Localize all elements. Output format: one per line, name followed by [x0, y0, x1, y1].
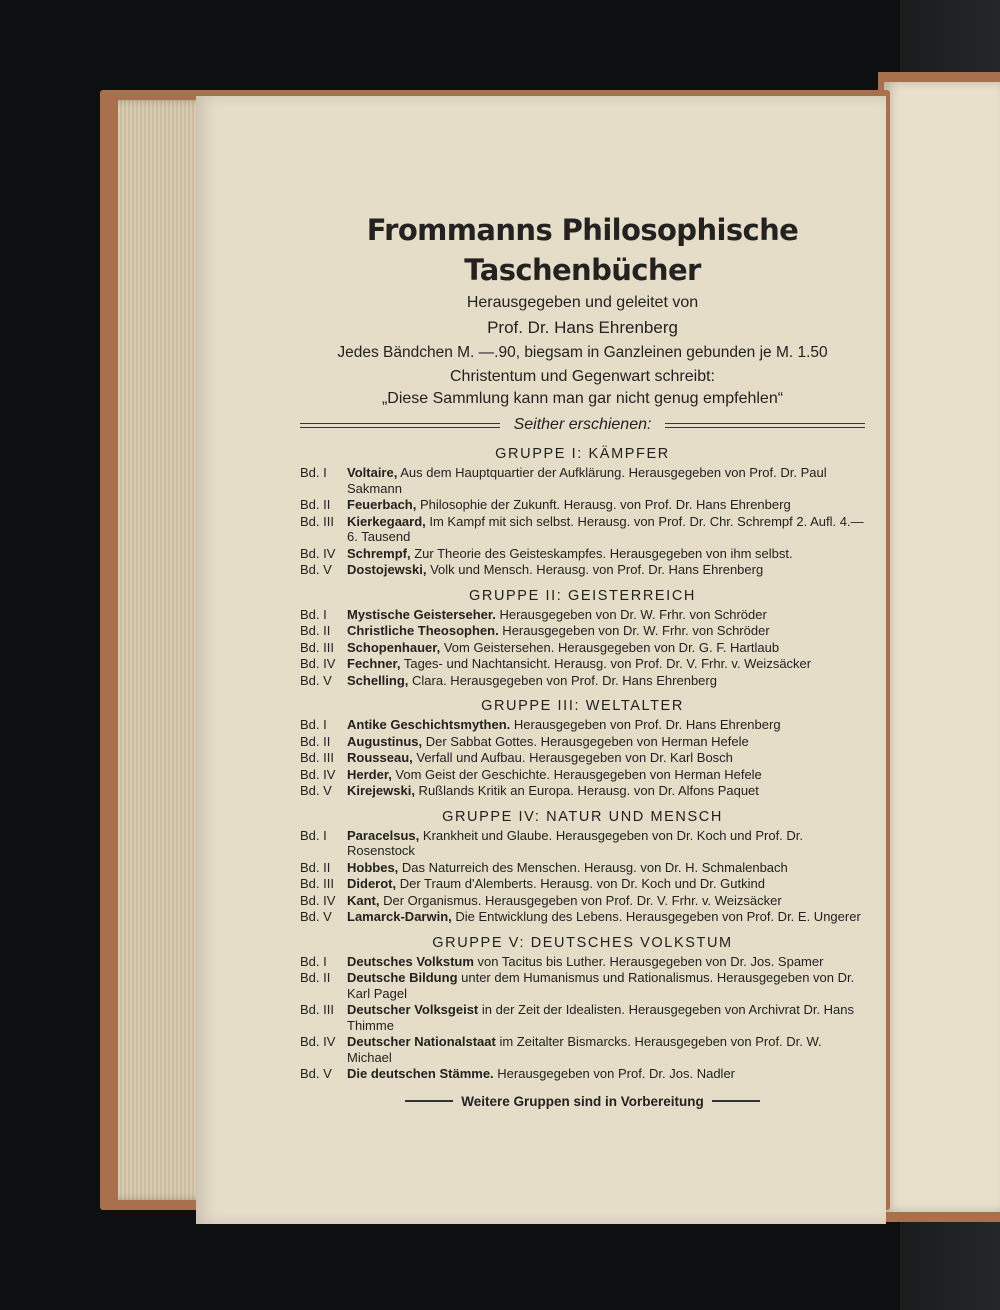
group-list — [300, 444, 865, 1082]
volume-entry — [300, 876, 865, 892]
volume-entry — [300, 673, 865, 689]
volume-title: Paracelsus, — [347, 827, 420, 843]
volume-entry — [300, 734, 865, 750]
volume-title: Fechner, — [347, 656, 401, 671]
volume-description: Herausgegeben von Prof. Dr. Jos. Nadler — [493, 1066, 736, 1081]
volume-title: Dostojewski, — [347, 562, 427, 577]
volume-description: von Tacitus bis Luther. Herausgegeben von Dr. Jos. Spamer — [473, 953, 824, 969]
divider-rule-left — [300, 423, 500, 428]
volume-number: Bd. IV — [300, 766, 336, 782]
volume-text — [347, 876, 865, 892]
volume-entry — [300, 1034, 865, 1065]
volume-title: Kant, — [347, 892, 380, 908]
volume-entry — [300, 828, 865, 859]
volume-description: Die Entwicklung des Lebens. Herausgegeben von Prof. Dr. E. Ungerer — [451, 909, 861, 924]
volume-number: Bd. II — [300, 970, 331, 985]
volume-number: Bd. V — [300, 1066, 332, 1081]
volume-text — [347, 893, 865, 909]
published-heading: Seither erschienen: — [513, 416, 652, 433]
group-title: GRUPPE III: WELTALTER — [481, 698, 684, 714]
volume-text — [347, 1066, 865, 1082]
advertisement-content — [300, 210, 865, 1109]
volume-description: Zur Theorie des Geisteskampfes. Herausgegeben von ihm selbst. — [410, 545, 793, 561]
volume-title: Christliche Theosophen. — [347, 623, 499, 638]
footer-rule-right — [712, 1100, 760, 1102]
volume-description: Der Sabbat Gottes. Herausgegeben von Herman Hefele — [422, 733, 749, 749]
volume-title: Lamarck-Darwin, — [347, 909, 452, 924]
volume-text — [347, 562, 865, 578]
volume-description: Clara. Herausgegeben von Prof. Dr. Hans Ehrenberg — [408, 672, 717, 688]
volume-entry — [300, 497, 865, 513]
volume-number: Bd. V — [300, 783, 332, 798]
volume-description: Der Organismus. Herausgegeben von Prof. Dr. V. Frhr. v. Weizsäcker — [379, 892, 782, 908]
editor-name — [300, 316, 865, 339]
volume-text — [347, 607, 865, 623]
volume-entry — [300, 562, 865, 578]
volume-title: Deutsche Bildung — [347, 970, 458, 985]
volume-text — [347, 514, 865, 545]
volume-number: Bd. I — [300, 953, 327, 969]
volume-description: Volk und Mensch. Herausg. von Prof. Dr. Hans Ehrenberg — [426, 562, 764, 577]
volume-title: Schelling, — [347, 672, 409, 688]
volume-description: in der Zeit der Idealisten. Herausgegeben von Archivrat Dr. Hans Thimme — [347, 1002, 855, 1033]
volume-number: Bd. III — [300, 639, 334, 655]
volume-text — [347, 717, 865, 733]
volume-number: Bd. II — [300, 859, 331, 875]
volume-text — [347, 546, 865, 562]
volume-text — [347, 954, 865, 970]
volume-description: im Zeitalter Bismarcks. Herausgegeben von Prof. Dr. W. Michael — [347, 1034, 822, 1065]
divider-rule-right — [665, 423, 865, 428]
next-book-page — [884, 82, 1000, 1212]
volume-description: Herausgegeben von Prof. Dr. Hans Ehrenberg — [510, 717, 781, 732]
volume-entry — [300, 465, 865, 496]
subtitle: Herausgegeben und geleitet von — [466, 294, 699, 311]
volume-entry — [300, 607, 865, 623]
volume-title: Hobbes, — [347, 859, 399, 875]
volume-text — [347, 909, 865, 925]
volume-entry — [300, 1002, 865, 1033]
group-title: GRUPPE I: KÄMPFER — [495, 446, 670, 462]
volume-entry — [300, 954, 865, 970]
published-divider — [300, 414, 865, 436]
series-title: Frommanns Philosophische Taschenbücher — [366, 213, 799, 287]
volume-number: Bd. IV — [300, 892, 336, 908]
volume-number: Bd. I — [300, 465, 327, 480]
page-edges — [118, 100, 208, 1200]
footer-rule-left — [405, 1100, 453, 1102]
volume-text — [347, 497, 865, 513]
volume-number: Bd. I — [300, 827, 327, 843]
group-title: GRUPPE IV: NATUR UND MENSCH — [442, 808, 723, 825]
volume-entry — [300, 909, 865, 925]
volume-text — [347, 673, 865, 689]
volume-title: Die deutschen Stämme. — [347, 1066, 494, 1081]
volume-text — [347, 623, 865, 639]
volume-text — [347, 1034, 865, 1065]
volume-title: Kierkegaard, — [347, 513, 426, 529]
quote: „Diese Sammlung kann man gar nicht genug empfehlen“ — [381, 390, 784, 407]
volume-description: Aus dem Hauptquartier der Aufklärung. Herausgegeben von Prof. Dr. Paul Sakmann — [347, 465, 827, 496]
editor-text: Prof. Dr. Hans Ehrenberg — [487, 318, 678, 337]
volume-description: Das Naturreich des Menschen. Herausg. von Dr. H. Schmalenbach — [398, 859, 788, 875]
volume-entry — [300, 640, 865, 656]
volume-entry — [300, 717, 865, 733]
volume-text — [347, 1002, 865, 1033]
quote-source: Christentum und Gegenwart schreibt: — [449, 368, 715, 385]
group-title: GRUPPE V: DEUTSCHES VOLKSTUM — [432, 934, 733, 951]
volume-entry — [300, 546, 865, 562]
footer-text: Weitere Gruppen sind in Vorbereitung — [461, 1093, 704, 1109]
volume-text — [347, 640, 865, 656]
footer-note — [300, 1094, 865, 1109]
volume-number: Bd. III — [300, 750, 334, 765]
volume-description: Der Traum d'Alemberts. Herausg. von Dr. Koch und Dr. Gutkind — [396, 876, 765, 891]
volume-description: Rußlands Kritik an Europa. Herausg. von Dr. Alfons Paquet — [414, 783, 759, 798]
volume-number: Bd. III — [300, 876, 334, 891]
volume-title: Antike Geschichtsmythen. — [347, 717, 511, 732]
volume-text — [347, 767, 865, 783]
volume-number: Bd. V — [300, 672, 332, 688]
volume-title: Augustinus, — [347, 733, 423, 749]
volume-text — [347, 656, 865, 672]
volume-number: Bd. II — [300, 623, 331, 638]
volume-description: Philosophie der Zukunft. Herausg. von Prof. Dr. Hans Ehrenberg — [416, 497, 791, 512]
volume-number: Bd. IV — [300, 656, 336, 671]
volume-description: unter dem Humanismus und Rationalismus. Herausgegeben von Dr. Karl Pagel — [347, 970, 855, 1001]
volume-title: Deutscher Volksgeist — [347, 1002, 479, 1017]
volume-description: Krankheit und Glaube. Herausgegeben von Dr. Koch und Prof. Dr. Rosenstock — [347, 827, 804, 858]
volume-title: Mystische Geisterseher. — [347, 606, 496, 622]
volume-title: Schopenhauer, — [347, 639, 441, 655]
volume-number: Bd. I — [300, 717, 327, 732]
volume-title: Diderot, — [347, 876, 397, 891]
volume-number: Bd. IV — [300, 545, 336, 561]
volume-title: Kirejewski, — [347, 783, 415, 798]
volume-number: Bd. III — [300, 513, 334, 529]
group-title: GRUPPE II: GEISTERREICH — [469, 587, 696, 604]
volume-text — [347, 465, 865, 496]
volume-entry — [300, 767, 865, 783]
volume-description: Herausgegeben von Dr. W. Frhr. von Schröder — [495, 606, 767, 622]
volume-number: Bd. III — [300, 1002, 334, 1017]
volume-title: Schrempf, — [347, 545, 411, 561]
volume-description: Verfall und Aufbau. Herausgegeben von Dr. Karl Bosch — [412, 750, 733, 765]
volume-number: Bd. II — [300, 497, 331, 512]
volume-number: Bd. V — [300, 562, 332, 577]
volume-title: Herder, — [347, 766, 392, 782]
price-line: Jedes Bändchen M. —.90, biegsam in Ganzleinen gebunden je M. 1.50 — [337, 344, 828, 361]
volume-number: Bd. V — [300, 909, 332, 924]
volume-description: Tages- und Nachtansicht. Herausg. von Prof. Dr. V. Frhr. v. Weizsäcker — [400, 656, 812, 671]
volume-entry — [300, 514, 865, 545]
volume-text — [347, 970, 865, 1001]
volume-entry — [300, 860, 865, 876]
volume-entry — [300, 783, 865, 799]
volume-entry — [300, 656, 865, 672]
volume-entry — [300, 893, 865, 909]
volume-number: Bd. IV — [300, 1034, 336, 1049]
volume-text — [347, 750, 865, 766]
volume-number: Bd. I — [300, 606, 327, 622]
volume-entry — [300, 623, 865, 639]
volume-description: Herausgegeben von Dr. W. Frhr. von Schröder — [498, 623, 770, 638]
volume-text — [347, 734, 865, 750]
volume-entry — [300, 970, 865, 1001]
volume-text — [347, 860, 865, 876]
volume-title: Feuerbach, — [347, 497, 417, 512]
volume-number: Bd. II — [300, 733, 331, 749]
volume-text — [347, 783, 865, 799]
volume-text — [347, 828, 865, 859]
volume-entry — [300, 750, 865, 766]
volume-title: Voltaire, — [347, 465, 398, 480]
volume-title: Rousseau, — [347, 750, 413, 765]
volume-entry — [300, 1066, 865, 1082]
volume-description: Vom Geist der Geschichte. Herausgegeben von Herman Hefele — [391, 766, 762, 782]
volume-title: Deutsches Volkstum — [347, 953, 474, 969]
volume-description: Vom Geistersehen. Herausgegeben von Dr. G. F. Hartlaub — [440, 639, 780, 655]
volume-title: Deutscher Nationalstaat — [347, 1034, 496, 1049]
volume-description: Im Kampf mit sich selbst. Herausg. von Prof. Dr. Chr. Schrempf 2. Aufl. 4.—6. Tausend — [347, 513, 864, 544]
